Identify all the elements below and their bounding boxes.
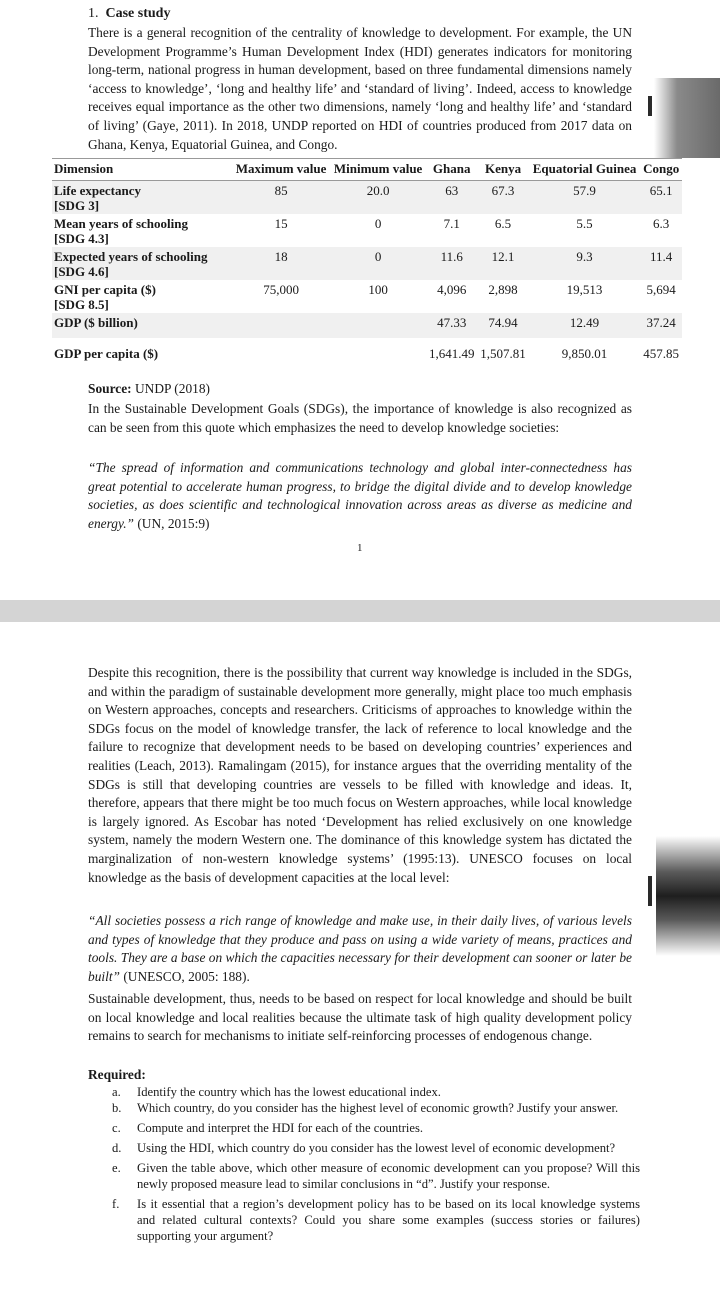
list-item bbox=[112, 1120, 640, 1136]
required-heading: Required: bbox=[88, 1067, 146, 1082]
page-edge-shadow-graphic bbox=[648, 78, 720, 158]
question-label: a. bbox=[112, 1085, 121, 1099]
cell-min: 100 bbox=[368, 282, 388, 297]
table-row bbox=[52, 338, 682, 367]
table-row bbox=[52, 313, 682, 338]
intro-paragraph: There is a general recognition of the centrality of knowledge to development. For example, the UN Development Programme’s Human Development Index (HDI) generates indicators for monitoring long-term, national progress in human development, based on three fundamental dimensions namely ‘access to knowledge’, ‘long and healthy life’ and ‘standard of living’. Indeed, access to knowledge receives equal importance as the other two dimensions, namely ‘long and healthy life’ and ‘standard of living’ (Gaye, 2011). In 2018, UNDP reported on HDI of countries produced from 2017 data on Ghana, Kenya, Equatorial Guinea, and Congo. bbox=[88, 25, 632, 152]
cell-ghana: 4,096 bbox=[437, 282, 467, 297]
list-item bbox=[112, 1196, 640, 1244]
document-page-2 bbox=[0, 622, 720, 1298]
cell-kenya: 1,507.81 bbox=[480, 346, 526, 361]
list-item bbox=[112, 1100, 640, 1116]
list-item bbox=[112, 1160, 640, 1192]
sustainable-development-paragraph: Sustainable development, thus, needs to be based on respect for local knowledge and should be built on local knowledge and local realities because the ultimate task of high quality development policy remains to search for mechanisms to initiate self-reinforcing processes of endogenous change. bbox=[88, 991, 632, 1044]
case-study-heading bbox=[88, 6, 170, 22]
cell-max bbox=[232, 338, 330, 367]
row-sdg: [SDG 8.5] bbox=[54, 297, 109, 312]
row-dimension: Mean years of schooling bbox=[54, 216, 188, 231]
table-source bbox=[88, 381, 210, 397]
list-item bbox=[112, 1084, 640, 1100]
cell-eq-guinea: 9,850.01 bbox=[561, 346, 608, 361]
row-sdg: [SDG 3] bbox=[54, 198, 100, 213]
source-label: Source: bbox=[88, 381, 132, 396]
cell-congo: 6.3 bbox=[653, 216, 670, 231]
cell-ghana: 7.1 bbox=[443, 216, 460, 231]
row-sdg: [SDG 4.6] bbox=[54, 264, 109, 279]
cell-congo: 37.24 bbox=[640, 313, 682, 338]
question-label: d. bbox=[112, 1141, 122, 1155]
list-item bbox=[112, 1140, 640, 1156]
table-row bbox=[52, 247, 682, 280]
knowledge-paragraph: Despite this recognition, there is the possibility that current way knowledge is included in the SDGs, and within the paradigm of sustainable development more generally, might place too much emphasis on Western approaches, concepts and researchers. Criticisms of approaches to knowledge within the SDGs focus on the model of knowledge transfer, the lack of reference to local knowledge and the failure to recognize that development needs to be based on developing countries’ experiences and realities (Leach, 2013). Ramalingam (2015), for instance argues that the overriding mentality of the SDGs is still that developing countries are vessels to be filled with knowledge and ideas. It, therefore, appears that there might be too much focus on Western approaches, while local knowledge is largely ignored. As Escobar has noted ‘Development has relied exclusively on one knowledge system, namely the modern Western one. The dominance of this knowledge system has dictated the marginalization of non-western knowledge systems’ (1995:13). UNESCO focuses on local knowledge as the basis of development capacities at the local level: bbox=[88, 665, 632, 885]
cell-max: 15 bbox=[274, 216, 288, 231]
question-text: Identify the country which has the lowest educational index. bbox=[137, 1085, 441, 1099]
cell-min: 0 bbox=[374, 216, 382, 231]
header-eq-guinea: Equatorial Guinea bbox=[529, 159, 641, 181]
row-dimension: GDP per capita ($) bbox=[54, 346, 159, 361]
question-text: Compute and interpret the HDI for each of the countries. bbox=[137, 1121, 424, 1135]
cell-ghana: 47.33 bbox=[426, 313, 477, 338]
cell-max: 18 bbox=[232, 247, 330, 280]
page-edge-shadow-graphic bbox=[648, 836, 720, 956]
unesco-quote-text: “All societies possess a rich range of knowledge and make use, in their daily lives, of various levels and types of knowledge that they produce and pass on using a wide variety of means, practices and tools. They are a base on which the capacities necessary for their development can sooner or later be built” bbox=[88, 913, 632, 984]
cell-kenya: 2,898 bbox=[488, 282, 518, 297]
un-quote-text: “The spread of information and communications technology and global inter-connectedness has great potential to accelerate human progress, to bridge the digital divide and to develop knowledge societies, as does scientific and technological innovation across areas as diverse as medicine and energy.” bbox=[88, 460, 632, 531]
unesco-quote bbox=[88, 912, 632, 986]
cell-congo: 65.1 bbox=[640, 181, 682, 215]
header-dimension: Dimension bbox=[52, 159, 232, 181]
question-text: Is it essential that a region’s development policy has to be based on its local knowledge systems and related cultural contexts? Could you share some examples (success stories or failures) supporting your argument? bbox=[137, 1197, 640, 1243]
sdg-paragraph: In the Sustainable Development Goals (SDGs), the importance of knowledge is also recognized as can be seen from this quote which emphasizes the need to develop knowledge societies: bbox=[88, 401, 632, 435]
cell-congo: 5,694 bbox=[646, 282, 676, 297]
header-min: Minimum value bbox=[330, 159, 426, 181]
question-label: e. bbox=[112, 1161, 121, 1175]
cell-ghana: 1,641.49 bbox=[428, 346, 475, 361]
cell-eq-guinea: 12.49 bbox=[529, 313, 641, 338]
cell-eq-guinea: 9.3 bbox=[529, 247, 641, 280]
cell-min bbox=[330, 313, 426, 338]
cell-eq-guinea: 19,513 bbox=[566, 282, 603, 297]
unesco-quote-cite: (UNESCO, 2005: 188). bbox=[120, 968, 250, 984]
cell-kenya: 67.3 bbox=[477, 181, 528, 215]
cell-min bbox=[330, 338, 426, 367]
row-sdg: [SDG 4.3] bbox=[54, 231, 109, 246]
question-label: c. bbox=[112, 1121, 121, 1135]
cell-eq-guinea: 57.9 bbox=[529, 181, 641, 215]
page-number: 1 bbox=[357, 542, 363, 554]
question-text: Using the HDI, which country do you consider has the lowest level of economic development? bbox=[137, 1141, 616, 1155]
table-row bbox=[52, 214, 682, 247]
heading-number: 1. bbox=[88, 6, 99, 21]
table-row bbox=[52, 181, 682, 215]
header-max: Maximum value bbox=[232, 159, 330, 181]
cell-kenya: 12.1 bbox=[477, 247, 528, 280]
question-label: b. bbox=[112, 1101, 122, 1115]
un-quote-cite: (UN, 2015:9) bbox=[134, 515, 210, 531]
questions-list bbox=[112, 1084, 640, 1248]
cell-congo: 11.4 bbox=[640, 247, 682, 280]
cell-max: 75,000 bbox=[263, 282, 299, 297]
row-dimension: GNI per capita ($) bbox=[54, 282, 156, 297]
row-dimension: GDP ($ billion) bbox=[52, 313, 232, 338]
source-text: UNDP (2018) bbox=[131, 381, 210, 396]
un-quote bbox=[88, 459, 632, 533]
table-row bbox=[52, 280, 682, 313]
table-header-row bbox=[52, 159, 682, 181]
document-page-1 bbox=[0, 0, 720, 600]
hdi-table bbox=[52, 158, 682, 367]
row-dimension: Life expectancy bbox=[54, 183, 142, 198]
cell-ghana: 11.6 bbox=[426, 247, 477, 280]
row-dimension: Expected years of schooling bbox=[54, 249, 208, 264]
cell-congo: 457.85 bbox=[643, 346, 680, 361]
cell-eq-guinea: 5.5 bbox=[576, 216, 593, 231]
header-congo: Congo bbox=[640, 159, 682, 181]
heading-title: Case study bbox=[105, 6, 171, 21]
header-ghana: Ghana bbox=[426, 159, 477, 181]
cell-kenya: 74.94 bbox=[477, 313, 528, 338]
page-separator bbox=[0, 600, 720, 622]
question-label: f. bbox=[112, 1197, 120, 1211]
header-kenya: Kenya bbox=[477, 159, 528, 181]
question-text: Which country, do you consider has the highest level of economic growth? Justify your answer. bbox=[137, 1101, 619, 1115]
cell-min: 0 bbox=[330, 247, 426, 280]
cell-max: 85 bbox=[232, 181, 330, 215]
cell-min: 20.0 bbox=[330, 181, 426, 215]
question-text: Given the table above, which other measure of economic development can you propose? Will this newly proposed measure lead to similar conclusions in “d”. Justify your response. bbox=[137, 1161, 640, 1191]
cell-kenya: 6.5 bbox=[494, 216, 512, 231]
cell-ghana: 63 bbox=[426, 181, 477, 215]
cell-max bbox=[232, 313, 330, 338]
